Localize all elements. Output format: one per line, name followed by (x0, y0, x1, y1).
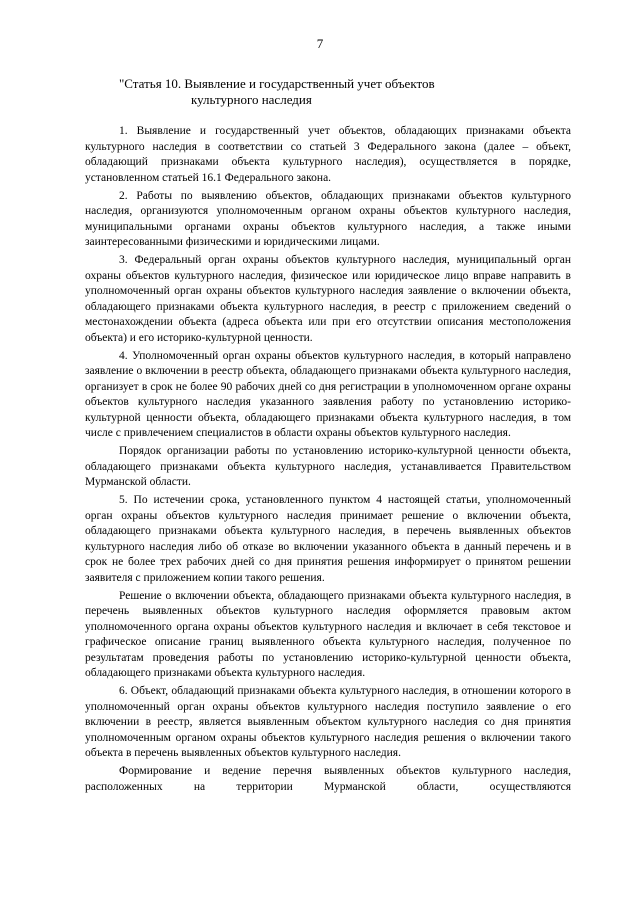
paragraph-3: 3. Федеральный орган охраны объектов культурного наследия, муниципальный орган охраны объектов культурного наследия, физическое или юридическое лицо вправе направить в уполномоченный орган охраны объектов культурного наследия заявление о включении объекта, обладающего признаками объекта культурного наследия, в реестр с приложением сведений о местонахождении объекта (адреса объекта или при его отсутствии описания местоположения объекта) и его историко-культурной ценности. (85, 254, 571, 344)
paragraph-4-procedure: Порядок организации работы по установлению историко-культурной ценности объекта, обладающего признаками объекта культурного наследия, устанавливается Правительством Мурманской области. (85, 445, 571, 488)
paragraph-6-list-formation: Формирование и ведение перечня выявленных объектов культурного наследия, расположенных на территории Мурманской области, осуществляются (85, 765, 571, 793)
article-heading-line-1: "Статья 10. Выявление и государственный учет объектов (119, 76, 435, 91)
paragraph-1: 1. Выявление и государственный учет объектов, обладающих признаками объекта культурного наследия в соответствии со статьей 3 Федерального закона (далее – объект, обладающий признаками объекта культурного наследия), осуществляется в порядке, установленном статьей 16.1 Федерального закона. (85, 125, 571, 184)
page-number: 7 (316, 36, 324, 51)
article-heading-line-2: культурного наследия (191, 92, 312, 107)
article-heading (119, 76, 559, 108)
article-body (85, 124, 571, 798)
paragraph-5-decision: Решение о включении объекта, обладающего признаками объекта культурного наследия, в перечень выявленных объектов культурного наследия оформляется правовым актом уполномоченного органа охраны объектов культурного наследия и включает в себя текстовое и графическое описание границ выявленного объекта культурного наследия, полученное по результатам проведения работы по установлению историко-культурной ценности объекта, обладающего признаками объекта культурного наследия. (85, 589, 571, 679)
paragraph-2: 2. Работы по выявлению объектов, обладающих признаками объектов культурного наследия, организуются уполномоченным органом охраны объектов культурного наследия, муниципальными органами охраны объектов культурного наследия, а также иными заинтересованными физическими и юридическими лицами. (85, 189, 571, 248)
paragraph-4: 4. Уполномоченный орган охраны объектов культурного наследия, в который направлено заявление о включении в реестр объекта, обладающего признаками объекта культурного наследия, организует в срок не более 90 рабочих дней со дня регистрации в уполномоченном органе охраны объектов культурного наследия указанного заявления работу по установлению историко-культурной ценности объекта, обладающего признаками объекта культурного наследия, в том числе с привлечением специалистов в области охраны объектов культурного наследия. (85, 349, 571, 439)
paragraph-6: 6. Объект, обладающий признаками объекта культурного наследия, в отношении которого в уполномоченный орган охраны объектов культурного наследия поступило заявление о его включении в реестр, является выявленным объектом культурного наследия со дня принятия уполномоченным органом охраны объектов культурного наследия решения о включении такого объекта в перечень выявленных объектов культурного наследия. (85, 685, 571, 759)
paragraph-5: 5. По истечении срока, установленного пунктом 4 настоящей статьи, уполномоченный орган охраны объектов культурного наследия принимает решение о включении объекта, обладающего признаками объекта культурного наследия, в перечень выявленных объектов культурного наследия либо об отказе во включении указанного объекта в данный перечень и в срок не более трех рабочих дней со дня принятия решения информирует о принятом решении заявителя с приложением копии такого решения. (85, 494, 571, 584)
